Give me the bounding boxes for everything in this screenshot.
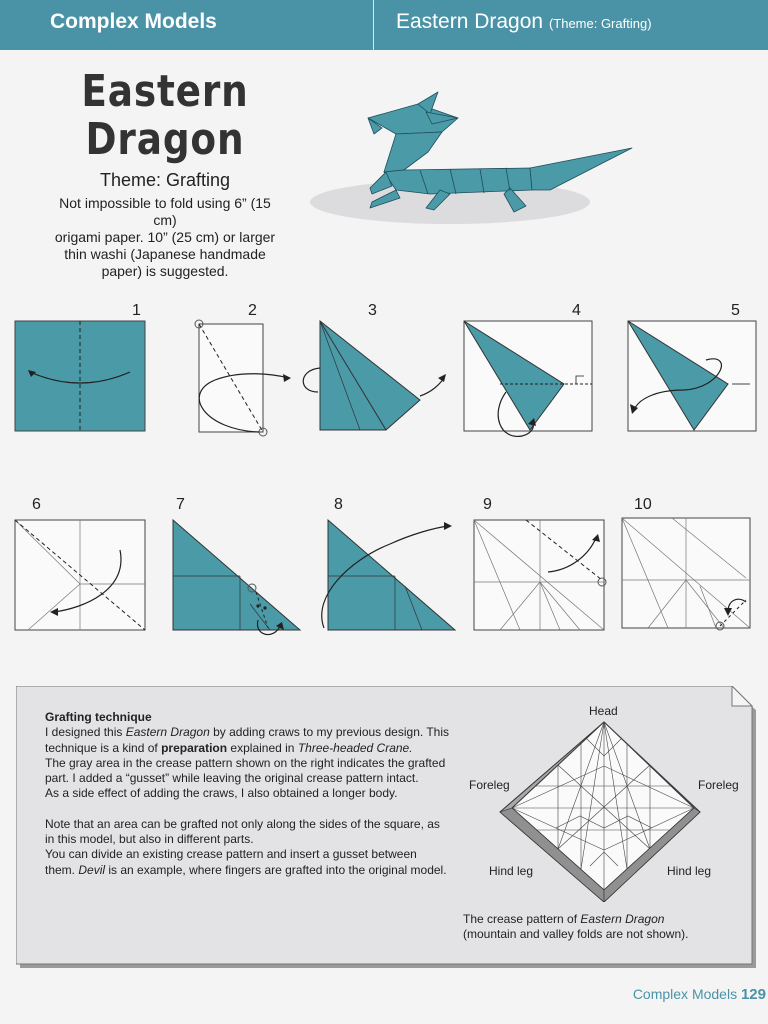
step-2-diagram [185, 318, 295, 440]
panel-heading: Grafting technique [45, 710, 152, 724]
model-theme: Theme: Grafting [99, 170, 231, 190]
page-footer [633, 986, 766, 1003]
step-number: 3 [368, 302, 377, 319]
header-divider [373, 0, 374, 50]
step-1-diagram [14, 320, 148, 434]
panel-paragraph: I designed this Eastern Dragon by adding craws to my previous design. This technique is a kind of preparation explained in Three-headed Crane. [45, 725, 449, 755]
step-3-diagram [300, 318, 450, 436]
model-title: Eastern Dragon [81, 66, 249, 165]
step-number: 8 [334, 496, 343, 513]
step-5-diagram [624, 318, 760, 438]
step-7-diagram [170, 516, 310, 640]
step-number: 7 [176, 496, 185, 513]
step-number: 2 [248, 302, 257, 319]
cp-label-hindleg-left: Hind leg [489, 864, 534, 878]
step-10-diagram [620, 516, 756, 636]
step-6-diagram [14, 516, 148, 634]
page-header [0, 0, 768, 50]
panel-paragraph: The gray area in the crease pattern shown on the right indicates the grafted part. I added a “gusset” while leaving the original crease pattern intact. [45, 755, 446, 786]
model-intro: Not impossible to fold using 6” (15 cm) origami paper. 10” (25 cm) or larger thin washi (Japanese handmade paper) is suggested. [54, 195, 276, 279]
grafting-technique-panel [16, 686, 756, 968]
panel-paragraph: As a side effect of adding the craws, I also obtained a longer body. [45, 786, 398, 801]
footer-section: Complex Models [632, 986, 738, 1002]
crease-pattern-caption: The crease pattern of Eastern Dragon (mountain and valley folds are not shown). [463, 912, 689, 941]
step-number: 10 [634, 496, 652, 513]
chapter-title: Eastern Dragon (Theme: Grafting) [396, 10, 652, 33]
cp-label-hindleg-right: Hind leg [667, 864, 712, 878]
step-number: 1 [132, 302, 141, 319]
title-block [20, 68, 310, 280]
panel-text [45, 710, 450, 878]
step-number: 4 [572, 302, 581, 319]
step-number: 9 [483, 496, 492, 513]
step-9-diagram [470, 516, 610, 634]
cp-label-foreleg-left: Foreleg [469, 778, 510, 792]
dragon-model-image [300, 90, 640, 230]
step-8-diagram [310, 516, 460, 640]
chapter-theme: (Theme: Grafting) [548, 16, 652, 31]
page-number: 129 [740, 986, 766, 1003]
cp-label-foreleg-right: Foreleg [698, 778, 739, 792]
step-number: 6 [32, 496, 41, 513]
step-number: 5 [731, 302, 740, 319]
section-title: Complex Models [50, 10, 217, 33]
cp-label-head: Head [589, 704, 618, 718]
panel-paragraph: Note that an area can be grafted not only along the sides of the square, as in this model, but also in different parts. [45, 816, 440, 847]
step-4-diagram [460, 318, 600, 444]
panel-paragraph: You can divide an existing crease pattern and insert a gusset between them. Devil is an example, where fingers are grafted into the original model. [45, 847, 447, 877]
